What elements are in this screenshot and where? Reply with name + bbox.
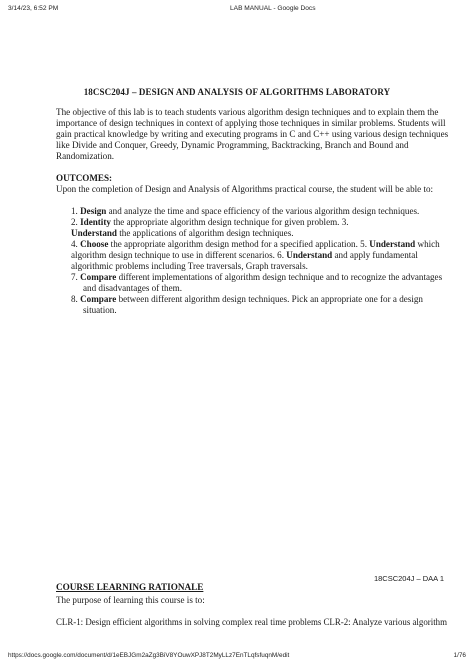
outcome-line: 7. Compare different implementations of algorithm design technique and to recognize the advantages	[71, 272, 443, 282]
outcome-line: 4. Choose the appropriate algorithm design method for a specified application. 5. Understand which	[71, 239, 440, 249]
clr-line: CLR-1: Design efficient algorithms in solving complex real time problems CLR-2: Analyze various algorithm	[56, 617, 448, 627]
outcome-line: algorithmic problems including Tree traversals, Graph traversals.	[71, 261, 308, 271]
outcome-line: 2. Identity the appropriate algorithm design technique for given problem. 3.	[71, 217, 349, 227]
objective-line: like Divide and Conquer, Greedy, Dynamic Programming, Backtracking, Branch and Bound and	[56, 140, 409, 151]
outcome-line: 1. Design and analyze the time and space efficiency of the various algorithm design techniques.	[71, 206, 420, 216]
print-url: https://docs.google.com/document/d/1eEBJGm2aZg3BiV8YOuwXPJ8T2MyLLz7EnTLqfsfuqnM/edit	[8, 652, 290, 659]
outcomes-intro: Upon the completion of Design and Analysis of Algorithms practical course, the student will be able to:	[56, 184, 434, 194]
objective-line: The objective of this lab is to teach students various algorithm design techniques and to explain them the	[56, 107, 439, 117]
purpose-line: The purpose of learning this course is to:	[56, 595, 205, 605]
objective-line: Randomization.	[56, 151, 115, 162]
page-label: 18CSC204J – DAA 1	[373, 574, 444, 583]
print-page-count: 1/76	[453, 652, 466, 659]
outcome-line: 8. Compare between different algorithm design techniques. Pick an appropriate one for a design	[71, 294, 423, 304]
outcomes-heading: OUTCOMES:	[56, 173, 113, 183]
outcome-line: situation.	[83, 305, 117, 315]
outcome-line: and disadvantages of them.	[83, 283, 182, 293]
print-tab-title: LAB MANUAL - Google Docs	[230, 5, 316, 12]
document-title: 18CSC204J – DESIGN AND ANALYSIS OF ALGORITHMS LABORATORY	[83, 87, 391, 97]
objective-line: importance of design techniques in context of applying those techniques in similar problems. Students will	[56, 118, 446, 129]
print-timestamp: 3/14/23, 6:52 PM	[8, 5, 59, 12]
outcome-line: Understand the applications of algorithm design techniques.	[71, 228, 294, 238]
outcome-line: algorithm design technique to use in different scenarios. 6. Understand and apply fundamental	[71, 250, 418, 260]
course-rationale-heading: COURSE LEARNING RATIONALE	[56, 582, 204, 592]
objective-line: gain practical knowledge by writing and executing programs in C and C++ using various design techniques	[56, 129, 449, 140]
objective-paragraph	[56, 107, 470, 162]
